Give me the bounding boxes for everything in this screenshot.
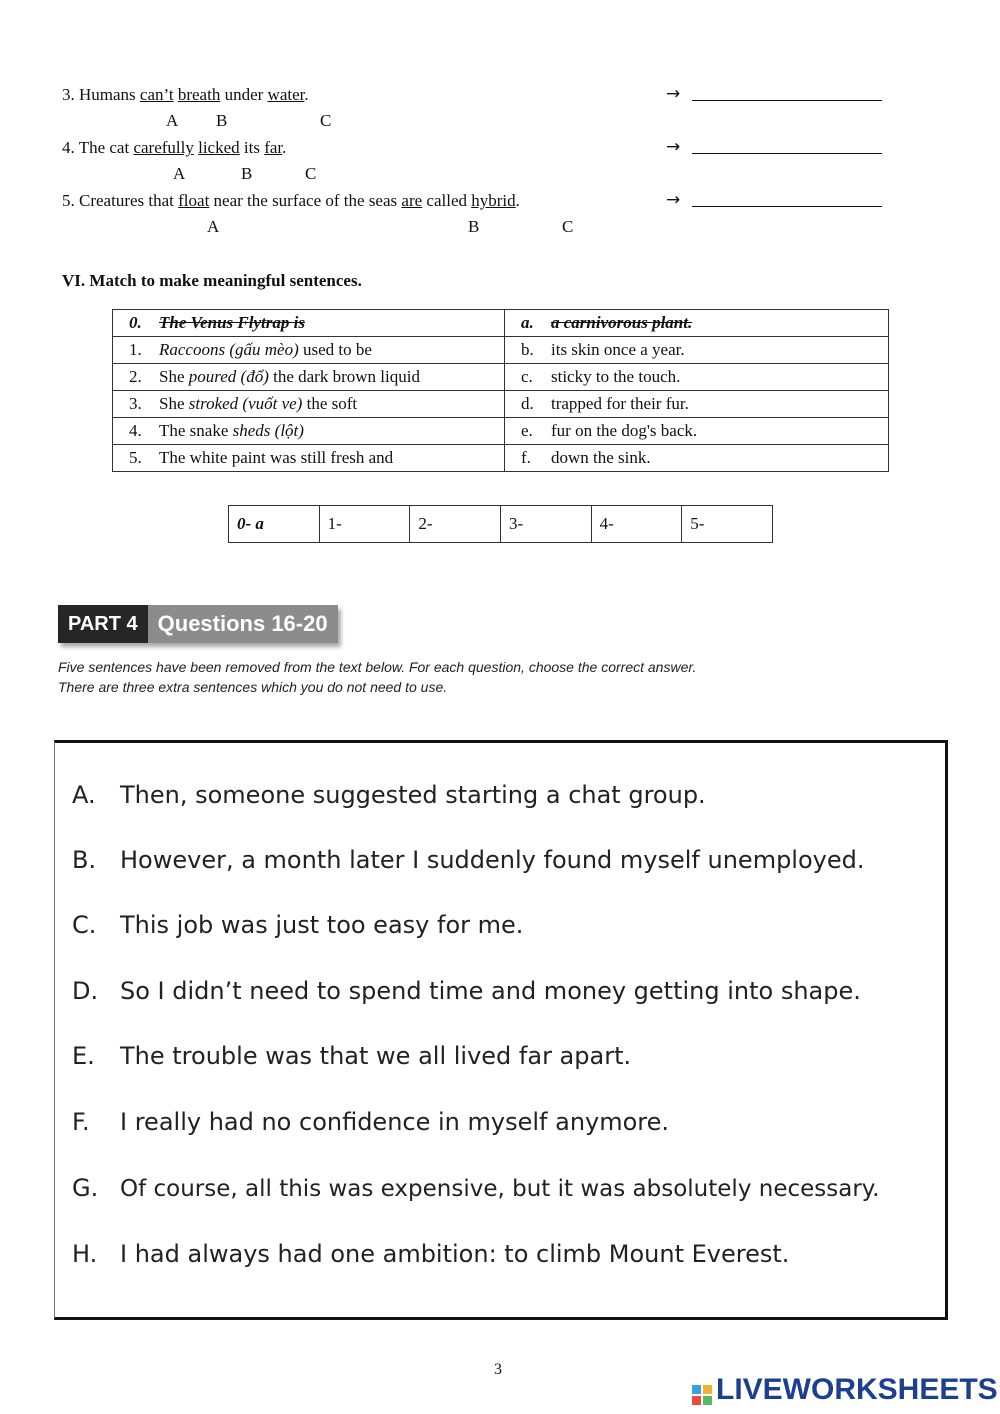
table-row (113, 391, 889, 418)
underlined-word: licked (198, 138, 240, 157)
option-f: F. I really had no confidence in myself anymore. (72, 1108, 670, 1136)
option-d: D. So I didn’t need to spend time and money getting into shape. (72, 977, 861, 1005)
answer-cell-1[interactable]: 1- (319, 506, 410, 543)
underlined-word: far (264, 138, 283, 157)
option-letter-a: A (173, 164, 186, 183)
arrow-icon: → (666, 137, 681, 157)
arrow-icon: → (666, 84, 681, 104)
part4-badge (58, 605, 338, 643)
option-a: A. Then, someone suggested starting a chat group. (72, 781, 706, 809)
answer-table (228, 505, 773, 543)
underlined-word: carefully (133, 138, 194, 157)
arrow-icon: → (666, 190, 681, 210)
option-letter-b: B (468, 217, 480, 236)
option-letter-a: A (166, 111, 179, 130)
question-number: 4. (62, 138, 75, 157)
right-cell: c. sticky to the touch. (505, 364, 889, 391)
question-4: 4. The cat carefully licked its far. (62, 138, 287, 157)
option-c: C. This job was just too easy for me. (72, 911, 524, 939)
left-cell: 0. The Venus Flytrap is (113, 310, 505, 337)
option-e: E. The trouble was that we all lived far apart. (72, 1042, 632, 1070)
instruction-line-2: There are three extra sentences which you do not need to use. (58, 679, 448, 695)
options-box (54, 740, 948, 1320)
underlined-word: float (178, 191, 210, 210)
question-5: 5. Creatures that float near the surface of the seas are called hybrid. (62, 191, 520, 210)
option-letter-b: B (241, 164, 253, 183)
option-letter-c: C (562, 217, 574, 236)
answer-cell-3[interactable]: 3- (500, 506, 591, 543)
option-letter-a: A (207, 217, 220, 236)
underlined-word: water (267, 85, 305, 104)
right-cell: d. trapped for their fur. (505, 391, 889, 418)
answer-blank-4[interactable] (686, 139, 882, 159)
answer-cell-0: 0- a (229, 506, 320, 543)
liveworksheets-logo[interactable] (692, 1373, 998, 1407)
option-letter-b: B (216, 111, 228, 130)
underlined-word: hybrid (471, 191, 516, 210)
answer-cell-4[interactable]: 4- (591, 506, 682, 543)
left-cell: 5. The white paint was still fresh and (113, 445, 505, 472)
option-letter-c: C (320, 111, 332, 130)
questions-label: Questions 16-20 (148, 605, 338, 643)
table-row (113, 364, 889, 391)
logo-text: LIVEWORKSHEETS (716, 1373, 998, 1406)
answer-blank-5[interactable] (686, 192, 882, 212)
left-cell: 2. She poured (đổ) the dark brown liquid (113, 364, 505, 391)
underlined-word: breath (177, 85, 221, 104)
table-row (113, 418, 889, 445)
underlined-word: can’t (139, 85, 174, 104)
answer-blank-3[interactable] (686, 86, 882, 106)
right-cell: a. a carnivorous plant. (505, 310, 889, 337)
answer-cell-2[interactable]: 2- (410, 506, 501, 543)
part-label: PART 4 (58, 605, 148, 643)
option-b: B. However, a month later I suddenly found myself unemployed. (72, 846, 865, 874)
table-row (113, 445, 889, 472)
page-number: 3 (494, 1361, 502, 1378)
section-heading: VI. Match to make meaningful sentences. (62, 271, 362, 290)
matching-table (112, 309, 889, 472)
left-cell: 1. Raccoons (gấu mèo) used to be (113, 337, 505, 364)
right-cell: e. fur on the dog's back. (505, 418, 889, 445)
table-row (229, 506, 773, 543)
liveworksheets-logo-icon (692, 1385, 712, 1405)
instruction-line-1: Five sentences have been removed from the text below. For each question, choose the correct answer. (58, 659, 697, 675)
left-cell: 3. She stroked (vuốt ve) the soft (113, 391, 505, 418)
underlined-word: are (401, 191, 423, 210)
question-3: 3. Humans can’t breath under water. (62, 85, 309, 104)
table-row (113, 310, 889, 337)
right-cell: b. its skin once a year. (505, 337, 889, 364)
table-row (113, 337, 889, 364)
question-number: 5. (62, 191, 75, 210)
option-h: H. I had always had one ambition: to climb Mount Everest. (72, 1240, 790, 1268)
answer-cell-5[interactable]: 5- (682, 506, 773, 543)
option-letter-c: C (305, 164, 317, 183)
left-cell: 4. The snake sheds (lột) (113, 418, 505, 445)
question-number: 3. (62, 85, 75, 104)
right-cell: f. down the sink. (505, 445, 889, 472)
option-g: G. Of course, all this was expensive, but it was absolutely necessary. (72, 1174, 880, 1202)
